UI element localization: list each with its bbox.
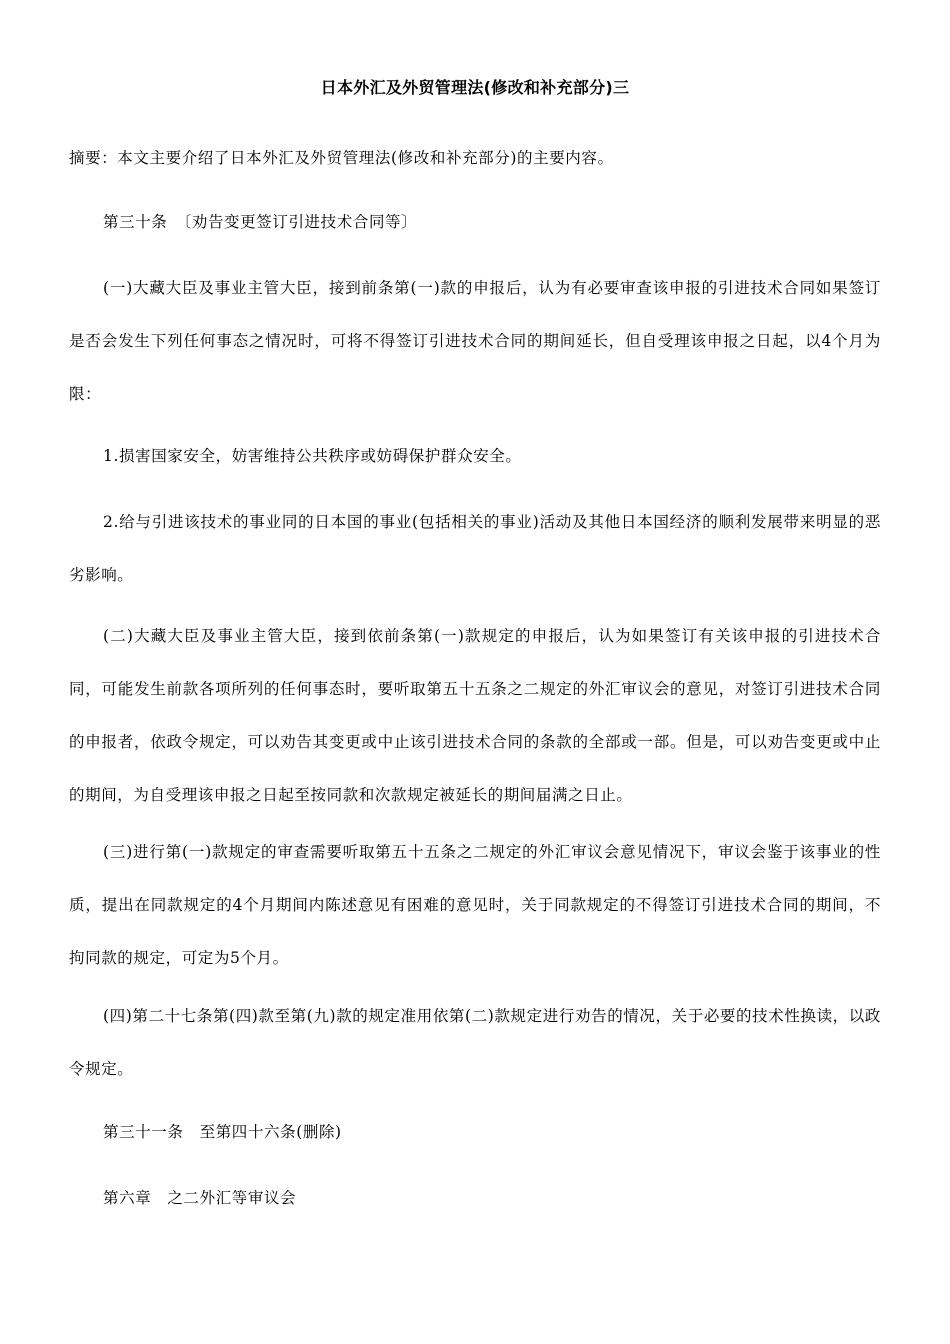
document-title: 日本外汇及外贸管理法(修改和补充部分)三 — [320, 78, 630, 97]
paragraph-3: (三)进行第(一)款规定的审查需要听取第五十五条之二规定的外汇审议会意见情况下，审议会鉴于该事业的性质，提出在同款规定的4个月期间内陈述意见有困难的意见时，关于同款规定的不得签订引进技术合同的期间，不拘同款的规定，可定为5个月。 — [69, 843, 881, 967]
paragraph-1: (一)大藏大臣及事业主管大臣，接到前条第(一)款的申报后，认为有必要审查该申报的引进技术合同如果签订是否会发生下列任何事态之情况时，可将不得签订引进技术合同的期间延长，但自受理该申报之日起，以4个月为限： — [69, 279, 881, 403]
chapter-heading: 第六章 之二外汇等审议会 — [103, 1189, 297, 1207]
list-item-2: 2.给与引进该技术的事业同的日本国的事业(包括相关的事业)活动及其他日本国经济的顺利发展带来明显的恶劣影响。 — [69, 513, 881, 584]
paragraph-2: (二)大藏大臣及事业主管大臣，接到依前条第(一)款规定的申报后，认为如果签订有关该申报的引进技术合同，可能发生前款各项所列的任何事态时，要听取第五十五条之二规定的外汇审议会的意见，对签订引进技术合同的申报者，依政令规定，可以劝告其变更或中止该引进技术合同的条款的全部或一部。但是，可以劝告变更或中止的期间，为自受理该申报之日起至按同款和次款规定被延长的期间届满之日止。 — [69, 627, 881, 804]
articles-deleted-heading: 第三十一条 至第四十六条(删除) — [103, 1123, 342, 1141]
paragraph-4: (四)第二十七条第(四)款至第(九)款的规定准用依第(二)款规定进行劝告的情况，关于必要的技术性换读，以政令规定。 — [69, 1007, 881, 1078]
article-30-heading: 第三十条 〔劝告变更签订引进技术合同等〕 — [103, 213, 418, 231]
abstract-paragraph: 摘要：本文主要介绍了日本外汇及外贸管理法(修改和补充部分)的主要内容。 — [69, 149, 614, 167]
list-item-1: 1.损害国家安全，妨害维持公共秩序或妨碍保护群众安全。 — [103, 447, 522, 465]
